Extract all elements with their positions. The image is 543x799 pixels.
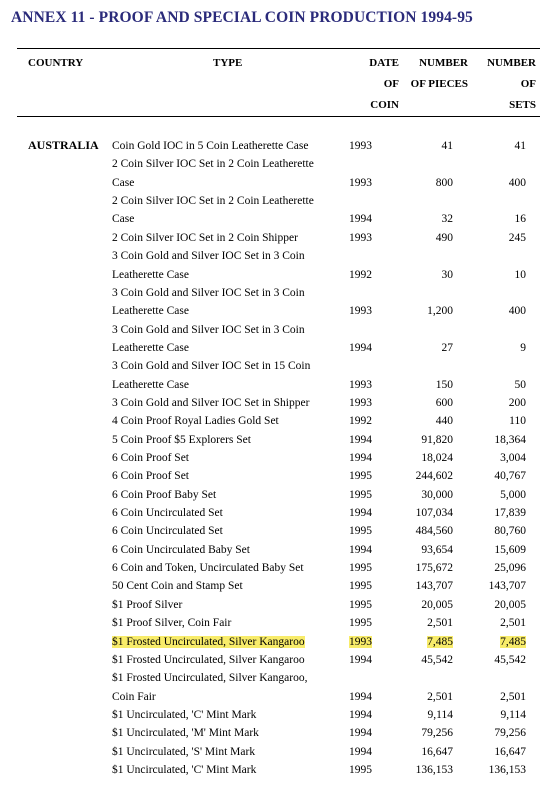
pieces-cell: 2,501 — [427, 690, 453, 703]
pieces-cell: 93,654 — [421, 543, 453, 556]
sets-cell: 18,364 — [494, 433, 526, 446]
coin-type-cell: 3 Coin Gold and Silver IOC Set in 3 Coin — [112, 250, 305, 263]
table-row — [0, 743, 543, 761]
header-sets-line: SETS — [509, 99, 536, 111]
coin-type-cell: 3 Coin Gold and Silver IOC Set in 15 Coin — [112, 360, 311, 373]
pieces-cell: 107,034 — [415, 507, 453, 519]
date-cell: 1992 — [349, 415, 372, 428]
table-row — [0, 596, 543, 614]
sets-cell: 41 — [514, 140, 526, 152]
table-row — [0, 376, 543, 394]
highlight-mark: 7,485 — [427, 635, 453, 648]
sets-cell: 136,153 — [488, 763, 526, 776]
date-cell: 1995 — [349, 488, 372, 501]
sets-cell: 9,114 — [500, 708, 526, 721]
header-sets-line: NUMBER — [487, 57, 536, 69]
header-type-label: TYPE — [213, 57, 243, 69]
table-row — [0, 614, 543, 632]
table-row — [0, 210, 543, 228]
sets-cell: 80,760 — [494, 525, 526, 538]
header-country — [28, 53, 83, 74]
coin-type-cell: $1 Proof Silver, Coin Fair — [112, 617, 232, 630]
pieces-cell: 45,542 — [421, 653, 453, 666]
header-country-label: COUNTRY — [28, 57, 84, 69]
sets-cell: 245 — [508, 231, 526, 244]
table-row — [0, 284, 543, 302]
date-cell: 1994 — [349, 543, 372, 556]
table-row — [0, 669, 543, 687]
coin-type-cell: 6 Coin Uncirculated Baby Set — [112, 543, 250, 556]
pieces-cell: 244,602 — [415, 470, 453, 483]
table-row — [0, 155, 543, 173]
date-cell: 1995 — [349, 562, 372, 574]
table-row — [0, 688, 543, 706]
pieces-cell: 175,672 — [415, 562, 453, 574]
coin-type-cell: $1 Uncirculated, 'M' Mint Mark — [112, 727, 259, 740]
table-row — [0, 339, 543, 357]
pieces-cell: 2,501 — [427, 617, 453, 630]
coin-type-cell: Leatherette Case — [112, 378, 189, 391]
date-cell: 1994 — [349, 690, 372, 703]
highlight-mark: 7,485 — [500, 635, 526, 648]
table-row — [0, 357, 543, 375]
pieces-cell — [400, 633, 453, 651]
header-top-rule — [17, 48, 540, 49]
date-cell: 1994 — [349, 727, 372, 740]
header-sets-line: OF — [520, 78, 536, 90]
pieces-cell: 91,820 — [421, 433, 453, 446]
sets-cell: 2,501 — [500, 617, 526, 630]
pieces-cell: 30 — [441, 268, 453, 281]
sets-cell: 200 — [508, 396, 526, 409]
date-cell: 1993 — [349, 396, 372, 409]
table-row — [0, 449, 543, 467]
coin-type-cell: $1 Uncirculated, 'S' Mint Mark — [112, 745, 256, 758]
sets-cell: 40,767 — [494, 470, 526, 483]
date-cell: 1993 — [349, 176, 372, 189]
header-date-line: DATE — [369, 57, 399, 69]
date-cell: 1995 — [349, 598, 372, 611]
coin-type-cell: 2 Coin Silver IOC Set in 2 Coin Shipper — [112, 231, 298, 244]
date-cell: 1993 — [349, 378, 372, 391]
coin-type-cell — [112, 633, 305, 651]
table-row — [0, 486, 543, 504]
highlight-mark: 1993 — [349, 635, 372, 648]
date-cell: 1992 — [349, 268, 372, 281]
sets-cell: 50 — [514, 378, 526, 391]
sets-cell: 143,707 — [488, 580, 526, 593]
table-row — [0, 706, 543, 724]
pieces-cell: 41 — [441, 140, 453, 152]
date-cell: 1995 — [349, 470, 372, 483]
sets-cell: 16 — [514, 213, 526, 226]
date-cell: 1994 — [349, 708, 372, 721]
table-row — [0, 504, 543, 522]
date-cell: 1994 — [349, 433, 372, 446]
date-cell: 1995 — [349, 763, 372, 776]
country-label: AUSTRALIA — [28, 138, 99, 152]
header-pieces-line: OF PIECES — [410, 78, 468, 90]
coin-type-cell: Case — [112, 176, 135, 189]
coin-type-cell: 6 Coin and Token, Uncirculated Baby Set — [112, 562, 304, 574]
date-cell: 1994 — [349, 507, 372, 519]
coin-type-cell: 2 Coin Silver IOC Set in 2 Coin Leatherette — [112, 195, 314, 208]
table-row — [0, 651, 543, 669]
pieces-cell: 440 — [435, 415, 453, 428]
coin-type-cell: $1 Proof Silver — [112, 598, 183, 611]
header-date — [347, 53, 399, 116]
coin-type-cell: 6 Coin Proof Baby Set — [112, 488, 217, 501]
header-type — [213, 53, 242, 74]
sets-cell: 2,501 — [500, 690, 526, 703]
date-cell: 1993 — [349, 231, 372, 244]
coin-type-cell: 3 Coin Gold and Silver IOC Set in 3 Coin — [112, 323, 305, 336]
header-pieces-line: NUMBER — [419, 57, 468, 69]
table-row — [0, 394, 543, 412]
coin-type-cell: 5 Coin Proof $5 Explorers Set — [112, 433, 251, 446]
table-row — [0, 229, 543, 247]
coin-type-cell: $1 Uncirculated, 'C' Mint Mark — [112, 763, 257, 776]
sets-cell: 15,609 — [494, 543, 526, 556]
table-row — [0, 541, 543, 559]
page-title: ANNEX 11 - PROOF AND SPECIAL COIN PRODUCTION 1994-95 — [11, 9, 473, 26]
table-row — [0, 137, 543, 155]
coin-type-cell: $1 Frosted Uncirculated, Silver Kangaroo — [112, 653, 305, 666]
table-row — [0, 559, 543, 577]
sets-cell: 17,839 — [494, 507, 526, 519]
sets-cell: 79,256 — [494, 727, 526, 740]
sets-cell: 45,542 — [494, 653, 526, 666]
pieces-cell: 18,024 — [421, 452, 453, 464]
pieces-cell: 79,256 — [421, 727, 453, 740]
date-cell: 1993 — [349, 305, 372, 318]
pieces-cell: 16,647 — [421, 745, 453, 758]
sets-cell: 400 — [508, 176, 526, 189]
table-row — [0, 633, 543, 651]
coin-type-cell: 3 Coin Gold and Silver IOC Set in Shipper — [112, 396, 310, 409]
header-date-line: COIN — [370, 99, 399, 111]
table-row — [0, 174, 543, 192]
coin-type-cell: 3 Coin Gold and Silver IOC Set in 3 Coin — [112, 286, 305, 299]
pieces-cell: 30,000 — [421, 488, 453, 501]
pieces-cell: 20,005 — [421, 598, 453, 611]
date-cell: 1994 — [349, 745, 372, 758]
coin-type-cell: Leatherette Case — [112, 341, 189, 354]
date-cell: 1994 — [349, 452, 372, 464]
pieces-cell: 136,153 — [415, 763, 453, 776]
pieces-cell: 800 — [435, 176, 453, 189]
pieces-cell: 600 — [435, 396, 453, 409]
sets-cell: 3,004 — [500, 452, 526, 464]
coin-type-cell: 2 Coin Silver IOC Set in 2 Coin Leatherette — [112, 158, 314, 171]
sets-cell: 25,096 — [494, 562, 526, 574]
header-bottom-rule — [17, 116, 540, 117]
sets-cell: 5,000 — [500, 488, 526, 501]
header-sets — [474, 53, 536, 116]
date-cell: 1995 — [349, 580, 372, 593]
highlight-mark: $1 Frosted Uncirculated, Silver Kangaroo — [112, 635, 305, 648]
coin-type-cell: Coin Fair — [112, 690, 156, 703]
table-row — [0, 321, 543, 339]
pieces-cell: 484,560 — [415, 525, 453, 538]
sets-cell: 9 — [520, 341, 526, 354]
coin-type-cell: 50 Cent Coin and Stamp Set — [112, 580, 243, 593]
date-cell: 1994 — [349, 653, 372, 666]
table-row — [0, 724, 543, 742]
sets-cell: 16,647 — [494, 745, 526, 758]
coin-type-cell: 6 Coin Proof Set — [112, 452, 189, 464]
table-row — [0, 412, 543, 430]
coin-type-cell: $1 Frosted Uncirculated, Silver Kangaroo, — [112, 672, 308, 685]
pieces-cell: 150 — [435, 378, 453, 391]
coin-type-cell: Leatherette Case — [112, 305, 189, 318]
sets-cell: 400 — [508, 305, 526, 318]
table-row — [0, 467, 543, 485]
coin-type-cell: 6 Coin Proof Set — [112, 470, 189, 483]
table-row — [0, 577, 543, 595]
pieces-cell: 27 — [441, 341, 453, 354]
table-row — [0, 431, 543, 449]
pieces-cell: 9,114 — [427, 708, 453, 721]
table-row — [0, 266, 543, 284]
date-cell: 1994 — [349, 341, 372, 354]
sets-cell: 10 — [514, 268, 526, 281]
coin-type-cell: Case — [112, 213, 135, 226]
sets-cell — [470, 633, 526, 651]
date-cell: 1994 — [349, 213, 372, 226]
table-row — [0, 192, 543, 210]
sets-cell: 110 — [509, 415, 526, 428]
pieces-cell: 32 — [441, 213, 453, 226]
sets-cell: 20,005 — [494, 598, 526, 611]
table-row — [0, 247, 543, 265]
table-row — [0, 302, 543, 320]
date-cell: 1993 — [349, 140, 372, 152]
pieces-cell: 1,200 — [427, 305, 453, 318]
date-cell: 1995 — [349, 525, 372, 538]
date-cell: 1995 — [349, 617, 372, 630]
date-cell — [349, 633, 389, 651]
coin-type-cell: 6 Coin Uncirculated Set — [112, 525, 223, 538]
header-pieces — [398, 53, 468, 95]
pieces-cell: 490 — [435, 231, 453, 244]
pieces-cell: 143,707 — [415, 580, 453, 593]
table-row — [0, 522, 543, 540]
coin-type-cell: 6 Coin Uncirculated Set — [112, 507, 223, 519]
header-date-line: OF — [383, 78, 399, 90]
coin-type-cell: 4 Coin Proof Royal Ladies Gold Set — [112, 415, 279, 428]
coin-type-cell: Leatherette Case — [112, 268, 189, 281]
coin-type-cell: $1 Uncirculated, 'C' Mint Mark — [112, 708, 257, 721]
table-row — [0, 761, 543, 779]
coin-type-cell: Coin Gold IOC in 5 Coin Leatherette Case — [112, 140, 309, 152]
